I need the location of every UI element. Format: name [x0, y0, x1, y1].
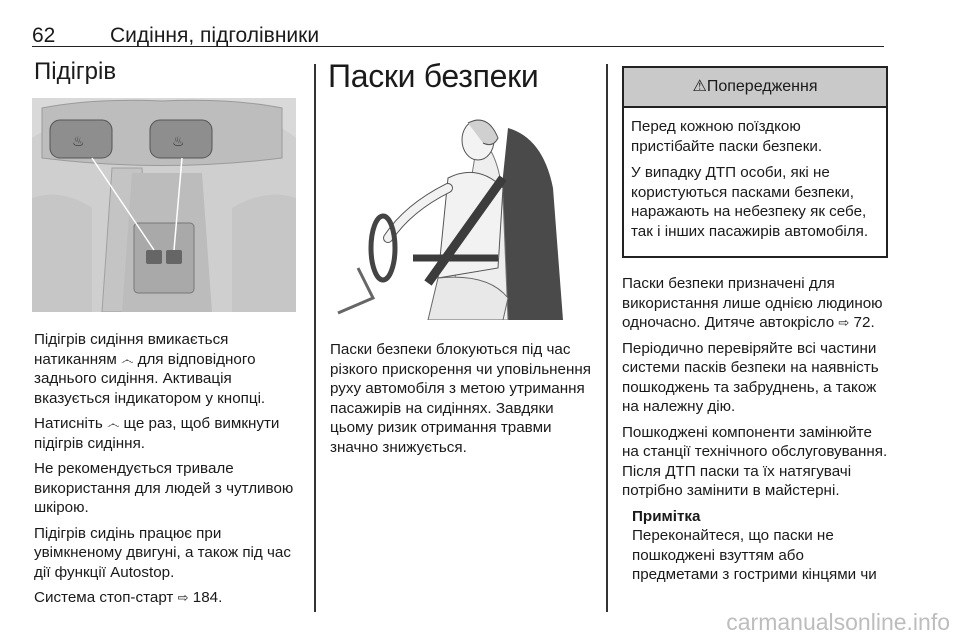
paragraph: Натисніть ෴ ще раз, щоб вимкнути підігрів сидіння. [34, 415, 280, 452]
reference-arrow-icon: ⇨ [838, 315, 850, 330]
column-divider [314, 64, 316, 612]
column-seat-heating [32, 58, 300, 614]
seat-heat-icon: ෴ [121, 351, 134, 367]
warning-box [622, 66, 888, 258]
warning-title: Попередження [706, 78, 818, 95]
section-heading-belts: Паски безпеки [328, 58, 539, 94]
warning-header [624, 68, 886, 108]
watermark: carmanualsonline.info [726, 609, 950, 635]
note-block [632, 507, 890, 585]
paragraph: Паски безпеки блокуються під час різкого прискорення чи уповільнення руху автомобіля з метою утримання пасажирів на сидіннях. Завдяки цьому ризик отримання травми значно знижується. [330, 341, 591, 456]
page-reference-link[interactable]: 184. [192, 589, 223, 606]
chapter-title: Сидіння, підголівники [110, 24, 320, 47]
paragraph: Паски безпеки призначені для використання лише однією людиною одночасно. Дитяче автокрісло ⇨ 72. [622, 275, 883, 331]
page-number: 62 [32, 24, 56, 47]
rear-seat-heating-illustration [32, 98, 296, 312]
svg-text:♨: ♨ [172, 134, 185, 150]
warning-text: У випадку ДТП особи, які не користуються пасками безпеки, наражають на небезпеку як себе, так і інших пасажирів автомобіля. [631, 164, 869, 240]
paragraph: Періодично перевіряйте всі частини системи пасків безпеки на наявність пошкоджень та забруднень, а також на належну дію. [622, 339, 879, 415]
section-heading-heating: Підігрів [34, 58, 117, 85]
warning-icon: ⚠ [692, 78, 707, 95]
page-reference-link[interactable]: 72. [853, 314, 875, 331]
warning-text: Перед кожною поїздкою пристібайте паски безпеки. [631, 118, 823, 155]
column-seat-belts [328, 58, 592, 463]
note-text: Переконайтеся, що паски не пошкоджені взуттям або предметами з гострими кінцями чи [632, 527, 877, 583]
column-divider [606, 64, 608, 612]
note-title: Примітка [632, 507, 701, 525]
reference-arrow-icon: ⇨ [177, 590, 189, 605]
svg-text:♨: ♨ [72, 134, 85, 150]
paragraph: Не рекомендується тривале використання для людей з чутливою шкірою. [34, 460, 294, 516]
column-belts-continued [620, 58, 890, 591]
seat-heat-icon: ෴ [106, 416, 120, 431]
belted-driver-illustration [328, 108, 592, 320]
paragraph: Пошкоджені компоненти замінюйте на станції технічного обслуговування. Після ДТП паски та їх натягувачі потрібно замінити в майстерні. [622, 423, 888, 499]
paragraph: Система стоп-старт ⇨ 184. [34, 589, 223, 606]
page-header [32, 14, 884, 47]
paragraph: Підігрів сидінь працює при увімкненому двигуні, а також під час дії функції Autostop. [34, 524, 291, 581]
paragraph: Підігрів сидіння вмикається натиканням ෴ для відповідного заднього сидіння. Активація вказується індикатором у кнопці. [34, 331, 266, 407]
